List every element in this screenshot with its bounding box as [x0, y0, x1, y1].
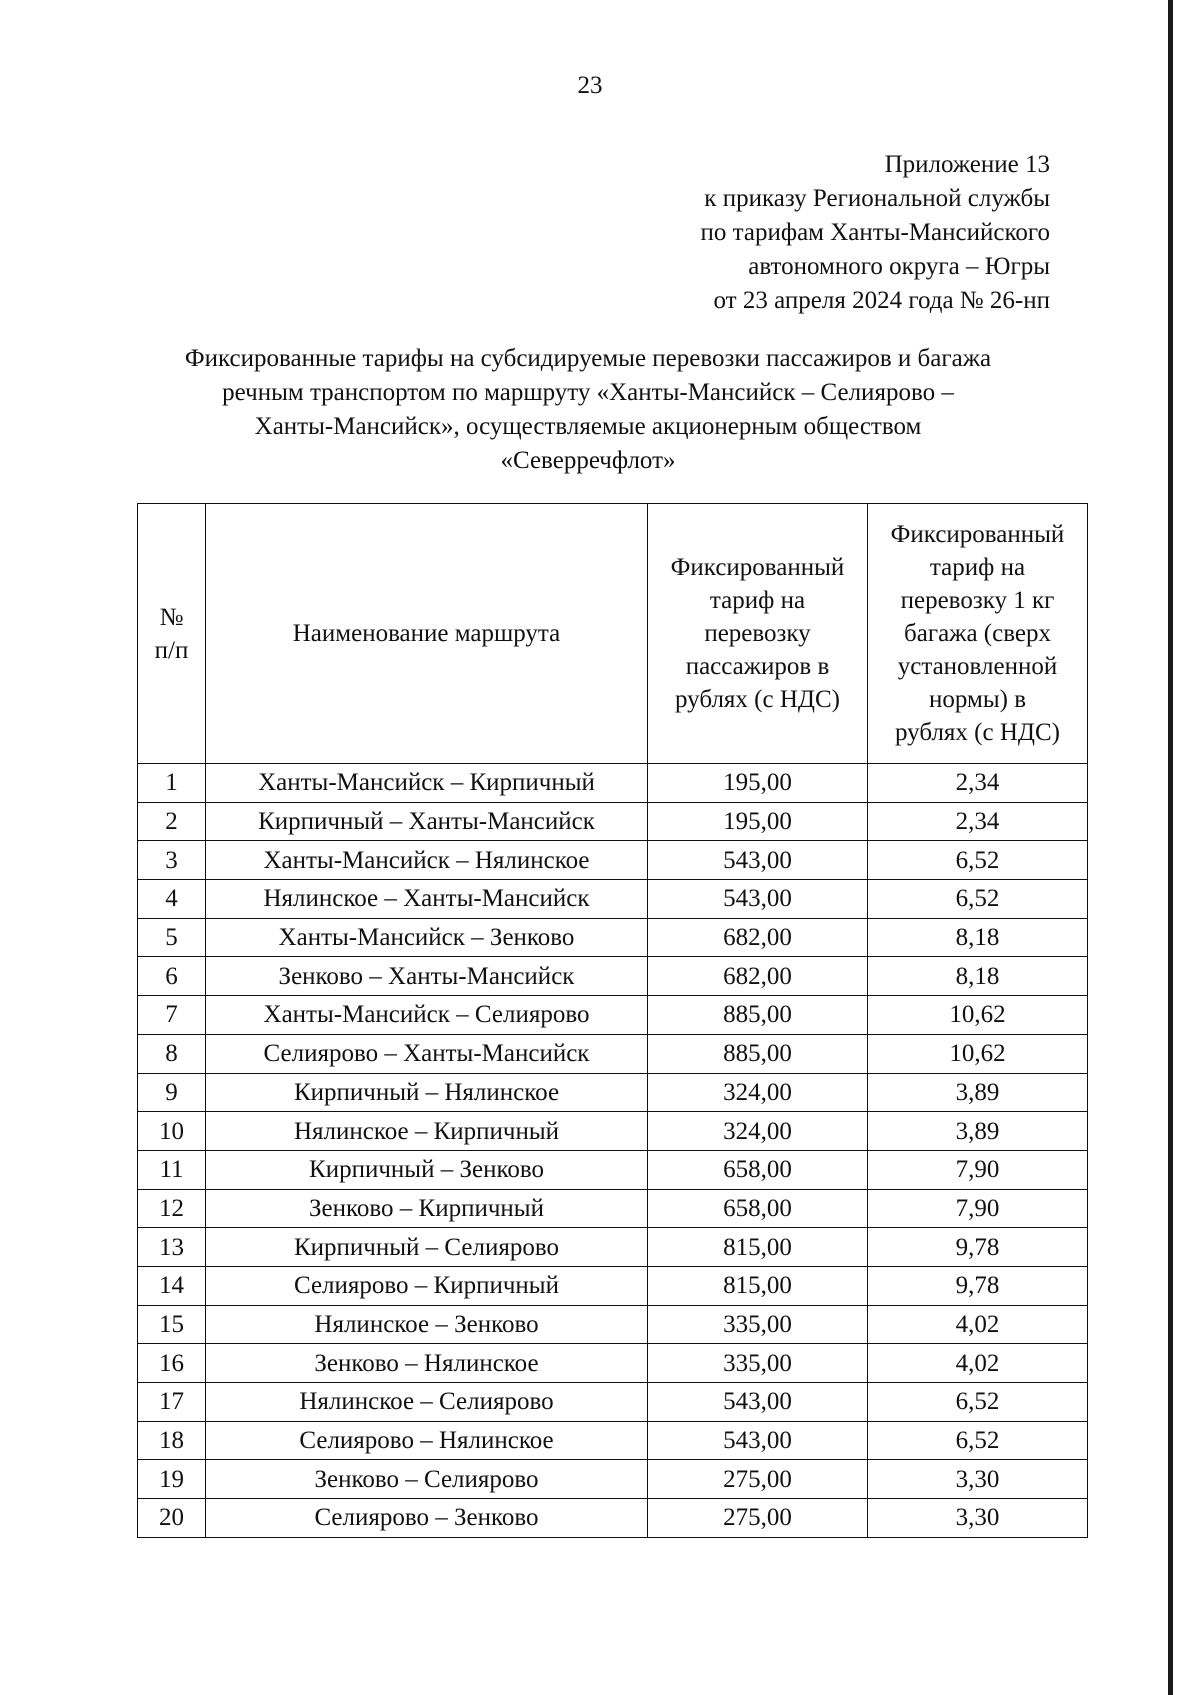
- route-name-cell: Зенково – Ханты-Мансийск: [206, 957, 648, 996]
- row-number-cell: 3: [138, 841, 206, 880]
- route-name-cell: Кирпичный – Ханты-Мансийск: [206, 802, 648, 841]
- table-row: [138, 1421, 1088, 1460]
- baggage-tariff-cell: 6,52: [868, 1421, 1088, 1460]
- route-name-cell: Нялинское – Кирпичный: [206, 1112, 648, 1151]
- baggage-tariff-cell: 3,30: [868, 1460, 1088, 1499]
- row-number-cell: 13: [138, 1228, 206, 1267]
- header-route: Наименование маршрута: [206, 504, 648, 764]
- passenger-tariff-cell: 275,00: [648, 1499, 868, 1538]
- appendix-line: к приказу Региональной службы: [704, 185, 1050, 212]
- table-row: [138, 1383, 1088, 1422]
- passenger-tariff-cell: 815,00: [648, 1266, 868, 1305]
- row-number-cell: 5: [138, 918, 206, 957]
- table-row: [138, 1344, 1088, 1383]
- table-row: [138, 1073, 1088, 1112]
- table-row: [138, 880, 1088, 919]
- table-row: [138, 1112, 1088, 1151]
- appendix-line: автономного округа – Югры: [748, 253, 1050, 280]
- row-number-cell: 17: [138, 1383, 206, 1422]
- baggage-tariff-cell: 3,89: [868, 1073, 1088, 1112]
- passenger-tariff-cell: 324,00: [648, 1112, 868, 1151]
- route-name-cell: Ханты-Мансийск – Селиярово: [206, 996, 648, 1035]
- row-number-cell: 16: [138, 1344, 206, 1383]
- table-row: [138, 1228, 1088, 1267]
- route-name-cell: Нялинское – Селиярово: [206, 1383, 648, 1422]
- document-title: [118, 342, 1058, 478]
- scan-edge-line: [1168, 0, 1173, 1695]
- table-row: [138, 918, 1088, 957]
- baggage-tariff-cell: 4,02: [868, 1305, 1088, 1344]
- table-row: [138, 996, 1088, 1035]
- row-number-cell: 10: [138, 1112, 206, 1151]
- route-name-cell: Зенково – Кирпичный: [206, 1189, 648, 1228]
- route-name-cell: Зенково – Нялинское: [206, 1344, 648, 1383]
- route-name-cell: Ханты-Мансийск – Кирпичный: [206, 764, 648, 803]
- route-name-cell: Селиярово – Нялинское: [206, 1421, 648, 1460]
- table-row: [138, 1266, 1088, 1305]
- route-name-cell: Кирпичный – Зенково: [206, 1150, 648, 1189]
- baggage-tariff-cell: 8,18: [868, 957, 1088, 996]
- baggage-tariff-cell: 10,62: [868, 1034, 1088, 1073]
- row-number-cell: 20: [138, 1499, 206, 1538]
- passenger-tariff-cell: 195,00: [648, 802, 868, 841]
- table-row: [138, 764, 1088, 803]
- route-name-cell: Ханты-Мансийск – Нялинское: [206, 841, 648, 880]
- passenger-tariff-cell: 658,00: [648, 1189, 868, 1228]
- title-line: «Северречфлот»: [500, 447, 676, 474]
- route-name-cell: Зенково – Селиярово: [206, 1460, 648, 1499]
- row-number-cell: 6: [138, 957, 206, 996]
- passenger-tariff-cell: 335,00: [648, 1344, 868, 1383]
- baggage-tariff-cell: 8,18: [868, 918, 1088, 957]
- route-name-cell: Нялинское – Зенково: [206, 1305, 648, 1344]
- appendix-line: по тарифам Ханты-Мансийского: [700, 219, 1050, 246]
- row-number-cell: 14: [138, 1266, 206, 1305]
- passenger-tariff-cell: 543,00: [648, 1421, 868, 1460]
- baggage-tariff-cell: 6,52: [868, 880, 1088, 919]
- page-number: 23: [577, 72, 603, 99]
- passenger-tariff-cell: 885,00: [648, 996, 868, 1035]
- passenger-tariff-cell: 324,00: [648, 1073, 868, 1112]
- passenger-tariff-cell: 543,00: [648, 880, 868, 919]
- baggage-tariff-cell: 3,89: [868, 1112, 1088, 1151]
- row-number-cell: 18: [138, 1421, 206, 1460]
- table-row: [138, 841, 1088, 880]
- baggage-tariff-cell: 7,90: [868, 1189, 1088, 1228]
- row-number-cell: 19: [138, 1460, 206, 1499]
- passenger-tariff-cell: 543,00: [648, 1383, 868, 1422]
- baggage-tariff-cell: 6,52: [868, 841, 1088, 880]
- route-name-cell: Кирпичный – Селиярово: [206, 1228, 648, 1267]
- baggage-tariff-cell: 2,34: [868, 764, 1088, 803]
- table-row: [138, 802, 1088, 841]
- passenger-tariff-cell: 195,00: [648, 764, 868, 803]
- title-line: Фиксированные тарифы на субсидируемые перевозки пассажиров и багажа: [184, 345, 992, 372]
- row-number-cell: 1: [138, 764, 206, 803]
- tariffs-table: [137, 503, 1088, 1538]
- baggage-tariff-cell: 9,78: [868, 1266, 1088, 1305]
- passenger-tariff-cell: 815,00: [648, 1228, 868, 1267]
- baggage-tariff-cell: 3,30: [868, 1499, 1088, 1538]
- route-name-cell: Кирпичный – Нялинское: [206, 1073, 648, 1112]
- row-number-cell: 4: [138, 880, 206, 919]
- header-baggage-tariff: Фиксированный тариф на перевозку 1 кг багажа (сверх установленной нормы) в рублях (с НДС): [868, 504, 1088, 764]
- row-number-cell: 11: [138, 1150, 206, 1189]
- appendix-line: от 23 апреля 2024 года № 26-нп: [713, 287, 1050, 314]
- route-name-cell: Ханты-Мансийск – Зенково: [206, 918, 648, 957]
- row-number-cell: 8: [138, 1034, 206, 1073]
- passenger-tariff-cell: 275,00: [648, 1460, 868, 1499]
- table-row: [138, 1305, 1088, 1344]
- appendix-line: Приложение 13: [884, 151, 1050, 178]
- row-number-cell: 2: [138, 802, 206, 841]
- passenger-tariff-cell: 682,00: [648, 918, 868, 957]
- baggage-tariff-cell: 9,78: [868, 1228, 1088, 1267]
- title-line: речным транспортом по маршруту «Ханты-Мансийск – Селиярово –: [222, 379, 954, 406]
- table-row: [138, 1499, 1088, 1538]
- passenger-tariff-cell: 543,00: [648, 841, 868, 880]
- row-number-cell: 12: [138, 1189, 206, 1228]
- baggage-tariff-cell: 7,90: [868, 1150, 1088, 1189]
- passenger-tariff-cell: 335,00: [648, 1305, 868, 1344]
- baggage-tariff-cell: 10,62: [868, 996, 1088, 1035]
- header-passenger-tariff: Фиксированный тариф на перевозку пассажиров в рублях (с НДС): [648, 504, 868, 764]
- baggage-tariff-cell: 4,02: [868, 1344, 1088, 1383]
- route-name-cell: Селиярово – Зенково: [206, 1499, 648, 1538]
- route-name-cell: Селиярово – Ханты-Мансийск: [206, 1034, 648, 1073]
- table-row: [138, 957, 1088, 996]
- appendix-reference: [530, 148, 1050, 318]
- table-body: [138, 764, 1088, 1538]
- table-row: [138, 1034, 1088, 1073]
- table-row: [138, 1460, 1088, 1499]
- row-number-cell: 9: [138, 1073, 206, 1112]
- route-name-cell: Селиярово – Кирпичный: [206, 1266, 648, 1305]
- table-row: [138, 1150, 1088, 1189]
- table-header-row: [138, 504, 1088, 764]
- passenger-tariff-cell: 885,00: [648, 1034, 868, 1073]
- header-number: № п/п: [138, 504, 206, 764]
- route-name-cell: Нялинское – Ханты-Мансийск: [206, 880, 648, 919]
- passenger-tariff-cell: 682,00: [648, 957, 868, 996]
- row-number-cell: 15: [138, 1305, 206, 1344]
- baggage-tariff-cell: 6,52: [868, 1383, 1088, 1422]
- row-number-cell: 7: [138, 996, 206, 1035]
- title-line: Ханты-Мансийск», осуществляемые акционерным обществом: [254, 413, 922, 440]
- baggage-tariff-cell: 2,34: [868, 802, 1088, 841]
- passenger-tariff-cell: 658,00: [648, 1150, 868, 1189]
- table-row: [138, 1189, 1088, 1228]
